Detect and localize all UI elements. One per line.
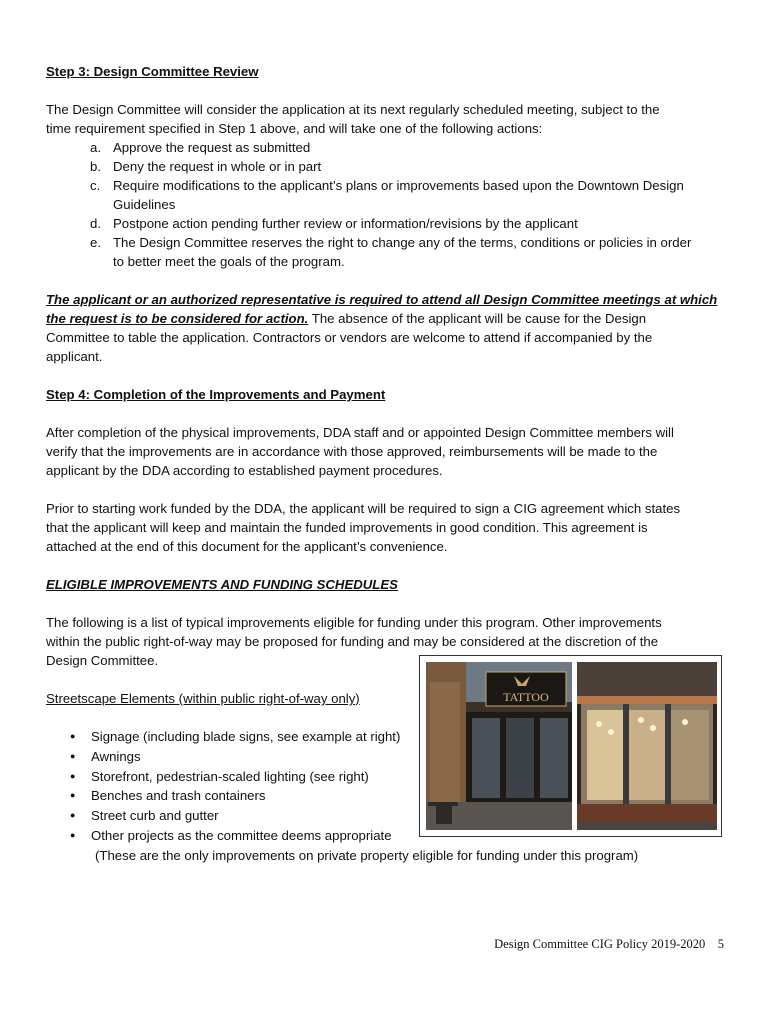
step4-p2-line1: Prior to starting work funded by the DDA, the applicant will be required to sign a CIG agreement which states [46,501,681,516]
attend-line2 [46,309,646,328]
eligible-p-line3: Design Committee. [46,653,159,668]
bullet-icon: ● [70,790,76,801]
step4-heading: Step 4: Completion of the Improvements and Payment [46,387,386,402]
action-letter: d. [90,216,101,231]
action-item-text: Postpone action pending further review or information/revisions by the applicant [113,216,578,231]
action-letter: e. [90,235,101,250]
attend-rest-line2: The absence of the applicant will be cause for the Design [308,311,647,326]
eligible-p-line1: The following is a list of typical improvements eligible for funding under this program. Other improvements [46,615,662,630]
bullet-item: Awnings [91,748,141,764]
attend-bold-line2: the request is to be considered for action. [46,311,309,326]
eligible-p-line2: within the public right-of-way may be proposed for funding and may be considered at the discretion of the [46,634,659,649]
bullet-icon: ● [70,731,76,741]
bullet-item: Other projects as the committee deems appropriate [91,828,392,843]
storefront-photos [419,655,722,837]
action-item-text: Deny the request in whole or in part [113,159,322,174]
page-footer [494,937,724,952]
eligible-heading: ELIGIBLE IMPROVEMENTS AND FUNDING SCHEDULES [46,577,398,592]
action-letter: b. [90,159,101,174]
attend-bold-line1: The applicant or an authorized representative is required to attend all Design Committee meetings at which [46,292,718,307]
tattoo-sign-text: TATTOO [503,690,549,704]
streetscape-subheading: Streetscape Elements (within public right-of-way only) [46,691,360,706]
action-item-text: to better meet the goals of the program. [113,254,345,269]
step3-intro-line2: time requirement specified in Step 1 above, and will take one of the following actions: [46,121,543,136]
action-item-text: Guidelines [113,197,176,212]
bullet-icon: ● [70,830,76,840]
attend-line4: applicant. [46,349,103,364]
tattoo-storefront-photo [426,662,572,830]
action-item-text: Approve the request as submitted [113,140,311,155]
bullet-item: Signage (including blade signs, see example at right) [91,729,401,744]
action-letter: c. [90,178,101,193]
lit-storefront-photo [577,662,717,830]
page-number: 5 [717,937,724,951]
step4-p2-line3: attached at the end of this document for the applicant’s convenience. [46,539,448,554]
step4-p1-line1: After completion of the physical improvements, DDA staff and or appointed Design Committee members will [46,425,674,440]
lit-storefront-image [577,662,717,830]
bullet-item: Street curb and gutter [91,808,219,824]
bullet-item: Storefront, pedestrian-scaled lighting (see right) [91,768,369,784]
action-letter: a. [90,140,101,155]
eligible-note: (These are the only improvements on private property eligible for funding under this program) [95,848,639,863]
attend-line3: Committee to table the application. Contractors or vendors are welcome to attend if accompanied by the [46,330,653,345]
step3-heading: Step 3: Design Committee Review [46,64,259,79]
step4-p1-line3: applicant by the DDA according to established payment procedures. [46,463,443,478]
bullet-icon: ● [70,770,76,781]
action-item-text: The Design Committee reserves the right to change any of the terms, conditions or policies in order [113,235,692,250]
step4-p1-line2: verify that the improvements are in accordance with those approved, reimbursements will be made to the [46,444,658,459]
bullet-icon: ● [70,810,76,821]
tattoo-storefront-image [426,662,572,830]
step3-intro-line1: The Design Committee will consider the application at its next regularly scheduled meeting, subject to the [46,102,660,117]
action-item-text: Require modifications to the applicant’s plans or improvements based upon the Downtown Design [113,178,684,193]
bullet-icon: ● [70,750,76,761]
bullet-item: Benches and trash containers [91,788,266,804]
footer-label: Design Committee CIG Policy 2019-2020 [494,937,706,951]
step4-p2-line2: that the applicant will keep and maintain the funded improvements in good condition. This agreement is [46,520,648,535]
